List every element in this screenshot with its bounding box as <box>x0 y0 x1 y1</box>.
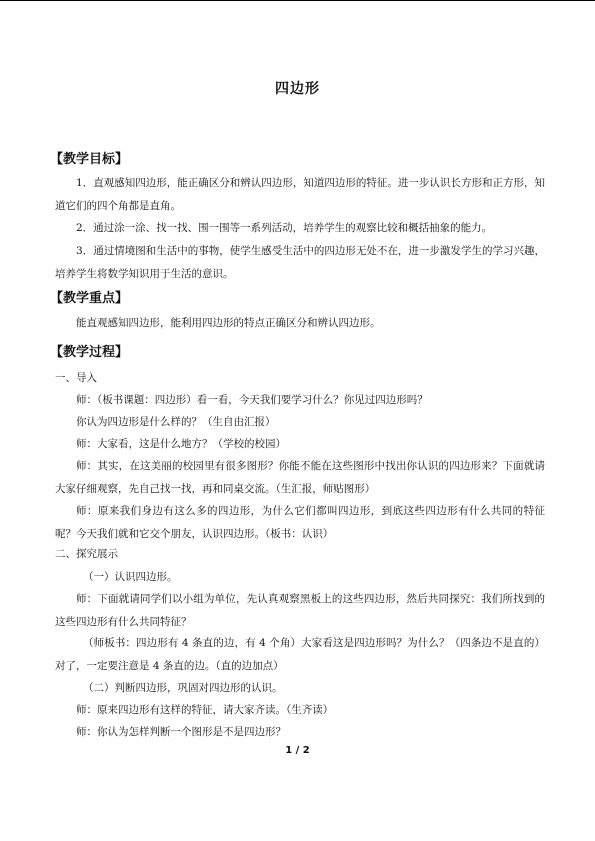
focus-text: 能直观感知四边形，能利用四边形的特点正确区分和辨认四边形。 <box>76 317 381 329</box>
process-line-5: 师：原来我们身边有这么多的四边形，为什么它们都叫四边形，到底这些四边形有什么共同的特征呢？今天我们就和它交个朋友，认识四边形。（板书：认识） <box>55 505 545 540</box>
process-line-4: 师：其实，在这美丽的校园里有很多图形？你能不能在这些图形中找出你认识的四边形来？下面就请大家仔细观察，先自己找一找，再和同桌交流。（生汇报，师贴图形） <box>55 460 545 495</box>
goal-item-1: 1．直观感知四边形，能正确区分和辨认四边形，知道四边形的特征。进一步认识长方形和正方形，知道它们的四个角都是直角。 <box>55 177 545 212</box>
process-line-2: 你认为四边形是什么样的？（生自由汇报） <box>76 416 276 428</box>
section-heading-process: 【教学过程】 <box>50 345 129 360</box>
part-title-intro: 一、导入 <box>55 372 97 384</box>
header-rule <box>0 0 595 1</box>
process-line-7: （师板书：四边形有 4 条直的边，有 4 个角）大家看这是四边形吗？为什么？（四条边不是直的）对了，一定要注意是 4 条直的边。（直的边加点） <box>55 637 545 672</box>
process-line-1: 师：（板书课题：四边形）看一看，今天我们要学习什么？你见过四边形吗？ <box>76 394 428 406</box>
page-title: 四边形 <box>275 81 320 97</box>
process-line-3: 师：大家看，这是什么地方？（学校的校园） <box>76 438 286 450</box>
page-number: 1 / 2 <box>285 745 310 756</box>
subsection-title-1: （一）认识四边形。 <box>83 571 178 583</box>
section-heading-goals: 【教学目标】 <box>50 152 129 167</box>
goal-item-3: 3．通过情境图和生活中的事物，使学生感受生活中的四边形无处不在，进一步激发学生的学习兴趣，培养学生将数学知识用于生活的意识。 <box>55 245 545 280</box>
section-heading-focus: 【教学重点】 <box>50 291 129 306</box>
subsection-title-2: （二）判断四边形，巩固对四边形的认识。 <box>83 682 283 694</box>
part-title-explore: 二、探究展示 <box>55 548 118 560</box>
process-line-6: 师：下面就请同学们以小组为单位，先认真观察黑板上的这些四边形，然后共同探究：我们所找到的这些四边形有什么共同特征？ <box>55 593 545 628</box>
process-line-9: 师：你认为怎样判断一个图形是不是四边形？ <box>76 726 286 738</box>
goal-item-2: 2．通过涂一涂、找一找、围一围等一系列活动，培养学生的观察比较和概括抽象的能力。 <box>76 222 493 234</box>
process-line-8: 师：原来四边形有这样的特征，请大家齐读。（生齐读） <box>76 704 334 716</box>
